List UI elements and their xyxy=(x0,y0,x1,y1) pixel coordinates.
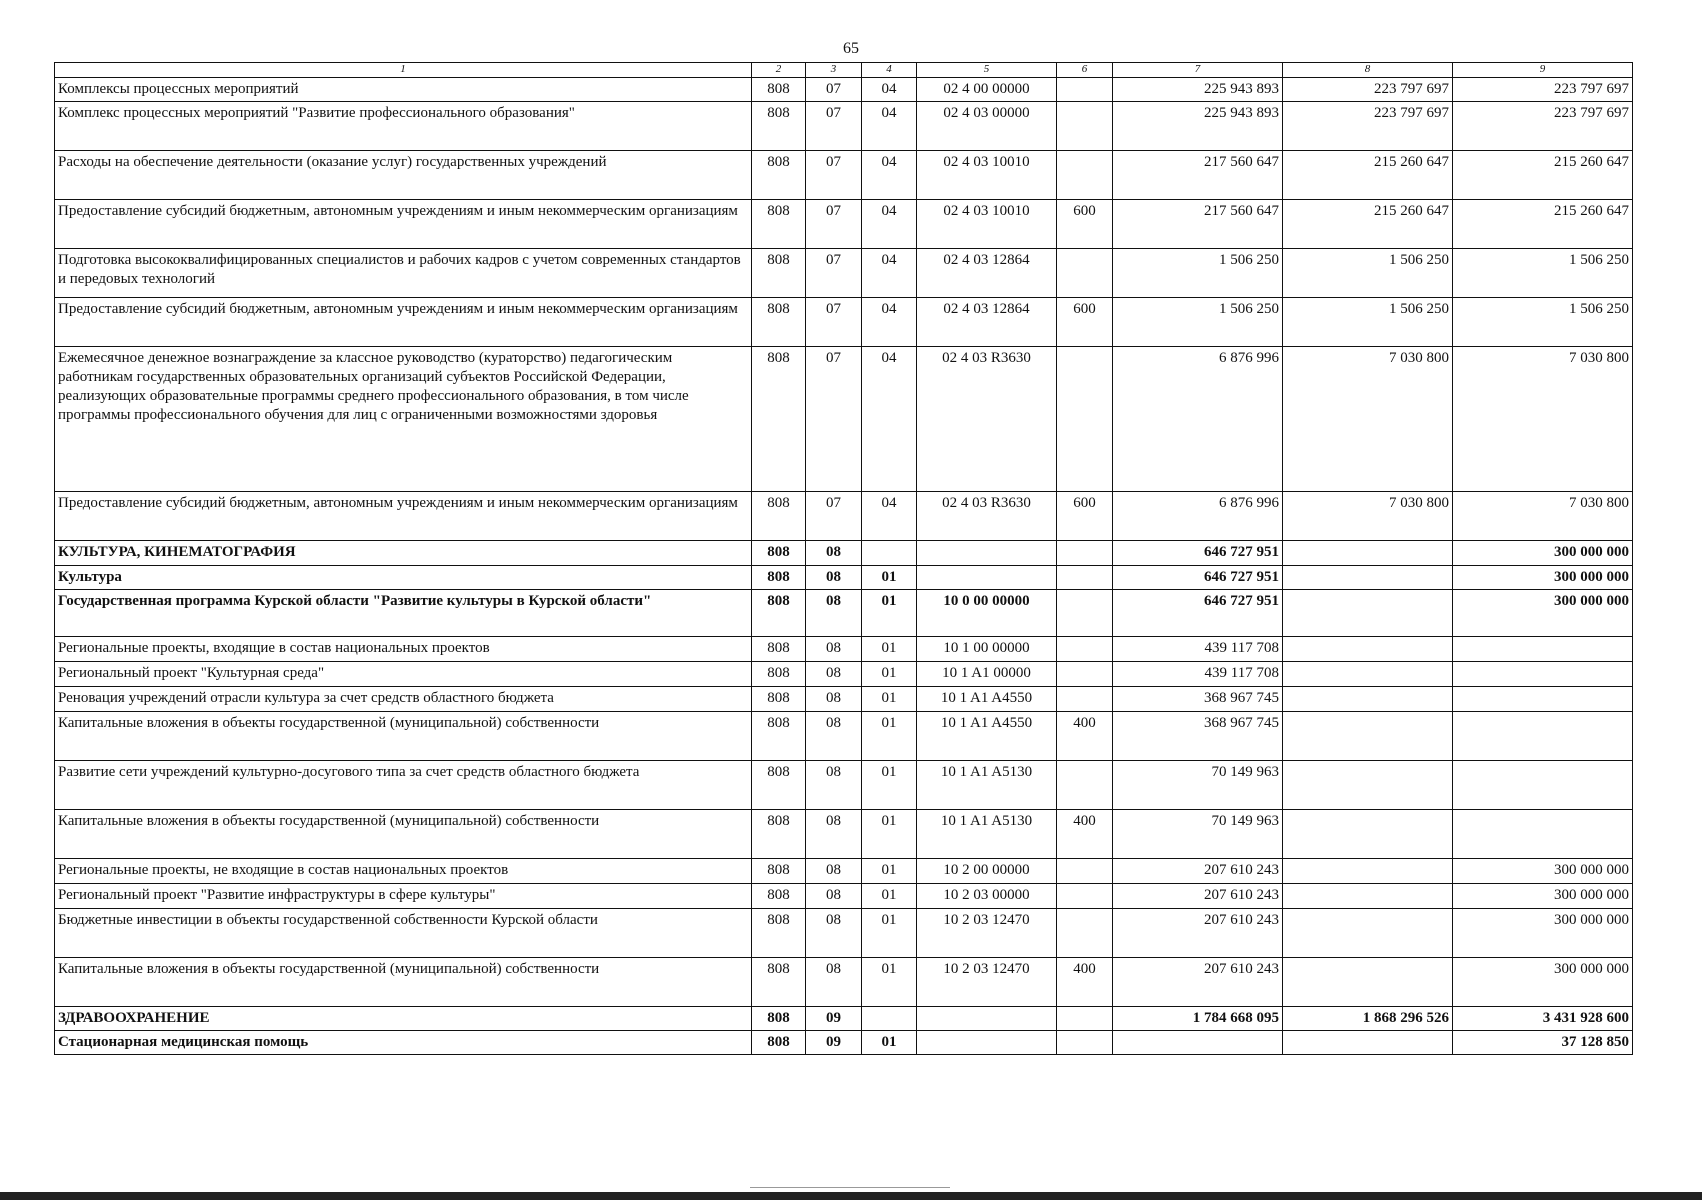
row-amount-col7: 6 876 996 xyxy=(1113,347,1283,492)
row-amount-col7: 6 876 996 xyxy=(1113,492,1283,541)
row-name: Государственная программа Курской области "Развитие культуры в Курской области" xyxy=(55,590,752,637)
row-target-article: 02 4 00 00000 xyxy=(917,78,1057,102)
row-amount-col8 xyxy=(1283,761,1453,810)
row-amount-col8: 1 868 296 526 xyxy=(1283,1007,1453,1031)
row-amount-col9: 7 030 800 xyxy=(1453,492,1633,541)
row-subsection-code: 04 xyxy=(862,151,917,200)
row-subsection-code: 01 xyxy=(862,712,917,761)
row-amount-col7: 225 943 893 xyxy=(1113,78,1283,102)
row-amount-col7: 70 149 963 xyxy=(1113,761,1283,810)
col-header-8: 8 xyxy=(1283,63,1453,78)
row-subsection-code xyxy=(862,541,917,566)
row-amount-col8: 1 506 250 xyxy=(1283,249,1453,298)
row-subsection-code: 04 xyxy=(862,102,917,151)
row-name: Капитальные вложения в объекты государственной (муниципальной) собственности xyxy=(55,810,752,859)
row-amount-col9: 1 506 250 xyxy=(1453,298,1633,347)
row-amount-col8: 1 506 250 xyxy=(1283,298,1453,347)
row-target-article: 02 4 03 10010 xyxy=(917,200,1057,249)
row-amount-col7: 646 727 951 xyxy=(1113,566,1283,590)
col-header-1: 1 xyxy=(55,63,752,78)
row-expense-type xyxy=(1057,151,1113,200)
row-expense-type xyxy=(1057,249,1113,298)
row-amount-col9: 300 000 000 xyxy=(1453,590,1633,637)
row-ministry-code: 808 xyxy=(752,347,806,492)
row-amount-col8: 223 797 697 xyxy=(1283,102,1453,151)
row-amount-col8: 7 030 800 xyxy=(1283,492,1453,541)
row-amount-col7: 439 117 708 xyxy=(1113,637,1283,662)
row-amount-col9: 215 260 647 xyxy=(1453,200,1633,249)
row-expense-type xyxy=(1057,909,1113,958)
row-target-article: 10 2 00 00000 xyxy=(917,859,1057,884)
row-name: Региональный проект "Культурная среда" xyxy=(55,662,752,687)
row-section-code: 07 xyxy=(806,492,862,541)
row-amount-col8 xyxy=(1283,541,1453,566)
row-amount-col9: 1 506 250 xyxy=(1453,249,1633,298)
row-amount-col9: 223 797 697 xyxy=(1453,78,1633,102)
table-row xyxy=(55,1007,1633,1031)
row-amount-col7: 368 967 745 xyxy=(1113,687,1283,712)
row-ministry-code: 808 xyxy=(752,637,806,662)
table-row xyxy=(55,909,1633,958)
row-target-article: 10 1 A1 00000 xyxy=(917,662,1057,687)
row-name: Развитие сети учреждений культурно-досугового типа за счет средств областного бюджета xyxy=(55,761,752,810)
col-header-3: 3 xyxy=(806,63,862,78)
row-section-code: 09 xyxy=(806,1031,862,1055)
row-amount-col7: 1 506 250 xyxy=(1113,298,1283,347)
row-expense-type xyxy=(1057,884,1113,909)
row-section-code: 08 xyxy=(806,958,862,1007)
row-subsection-code: 04 xyxy=(862,78,917,102)
row-expense-type: 400 xyxy=(1057,810,1113,859)
row-amount-col8 xyxy=(1283,958,1453,1007)
row-amount-col8 xyxy=(1283,590,1453,637)
row-name: Стационарная медицинская помощь xyxy=(55,1031,752,1055)
row-subsection-code: 01 xyxy=(862,909,917,958)
col-header-4: 4 xyxy=(862,63,917,78)
row-subsection-code: 01 xyxy=(862,884,917,909)
row-amount-col9: 37 128 850 xyxy=(1453,1031,1633,1055)
table-row xyxy=(55,637,1633,662)
row-name: Ежемесячное денежное вознаграждение за классное руководство (кураторство) педагогическим работникам государственных образовательных организаций субъектов Российской Федерации, реализующих образовательные программы среднего профессионального образования, в том числе программы профессионального обучения для лиц с ограниченными возможностями здоровья xyxy=(55,347,752,492)
table-row xyxy=(55,492,1633,541)
row-amount-col9: 300 000 000 xyxy=(1453,884,1633,909)
row-section-code: 08 xyxy=(806,590,862,637)
row-target-article: 02 4 03 00000 xyxy=(917,102,1057,151)
row-amount-col7: 646 727 951 xyxy=(1113,541,1283,566)
row-target-article: 10 2 03 12470 xyxy=(917,958,1057,1007)
row-amount-col8: 223 797 697 xyxy=(1283,78,1453,102)
row-amount-col8: 7 030 800 xyxy=(1283,347,1453,492)
budget-table xyxy=(54,62,1633,1055)
row-section-code: 07 xyxy=(806,102,862,151)
row-amount-col7: 1 784 668 095 xyxy=(1113,1007,1283,1031)
table-row xyxy=(55,151,1633,200)
row-expense-type xyxy=(1057,687,1113,712)
row-name: ЗДРАВООХРАНЕНИЕ xyxy=(55,1007,752,1031)
row-name: КУЛЬТУРА, КИНЕМАТОГРАФИЯ xyxy=(55,541,752,566)
row-expense-type: 600 xyxy=(1057,298,1113,347)
bottom-scan-edge xyxy=(0,1192,1702,1200)
row-amount-col7: 1 506 250 xyxy=(1113,249,1283,298)
row-amount-col7: 70 149 963 xyxy=(1113,810,1283,859)
row-section-code: 08 xyxy=(806,637,862,662)
row-section-code: 09 xyxy=(806,1007,862,1031)
table-row xyxy=(55,298,1633,347)
row-ministry-code: 808 xyxy=(752,151,806,200)
row-amount-col9: 300 000 000 xyxy=(1453,909,1633,958)
row-amount-col7 xyxy=(1113,1031,1283,1055)
table-row xyxy=(55,541,1633,566)
row-section-code: 07 xyxy=(806,298,862,347)
row-amount-col9: 300 000 000 xyxy=(1453,566,1633,590)
row-expense-type xyxy=(1057,102,1113,151)
row-section-code: 07 xyxy=(806,200,862,249)
row-ministry-code: 808 xyxy=(752,810,806,859)
table-row xyxy=(55,249,1633,298)
row-target-article: 10 1 A1 A4550 xyxy=(917,712,1057,761)
row-amount-col8: 215 260 647 xyxy=(1283,200,1453,249)
row-section-code: 08 xyxy=(806,884,862,909)
row-expense-type xyxy=(1057,78,1113,102)
table-row xyxy=(55,687,1633,712)
table-row xyxy=(55,102,1633,151)
row-section-code: 08 xyxy=(806,566,862,590)
row-ministry-code: 808 xyxy=(752,712,806,761)
row-section-code: 07 xyxy=(806,249,862,298)
row-amount-col9: 223 797 697 xyxy=(1453,102,1633,151)
row-expense-type xyxy=(1057,1031,1113,1055)
row-name: Региональные проекты, не входящие в состав национальных проектов xyxy=(55,859,752,884)
row-ministry-code: 808 xyxy=(752,761,806,810)
row-section-code: 08 xyxy=(806,712,862,761)
row-subsection-code: 04 xyxy=(862,249,917,298)
row-amount-col9: 300 000 000 xyxy=(1453,859,1633,884)
row-expense-type xyxy=(1057,859,1113,884)
row-amount-col8 xyxy=(1283,1031,1453,1055)
row-name: Расходы на обеспечение деятельности (оказание услуг) государственных учреждений xyxy=(55,151,752,200)
row-subsection-code: 01 xyxy=(862,566,917,590)
row-subsection-code: 01 xyxy=(862,1031,917,1055)
row-name: Подготовка высококвалифицированных специалистов и рабочих кадров с учетом современных стандартов и передовых технологий xyxy=(55,249,752,298)
row-subsection-code: 04 xyxy=(862,298,917,347)
row-expense-type xyxy=(1057,347,1113,492)
row-target-article: 10 2 03 12470 xyxy=(917,909,1057,958)
row-amount-col9 xyxy=(1453,687,1633,712)
row-target-article xyxy=(917,1007,1057,1031)
row-section-code: 08 xyxy=(806,761,862,810)
row-expense-type xyxy=(1057,590,1113,637)
row-amount-col8 xyxy=(1283,566,1453,590)
row-name: Культура xyxy=(55,566,752,590)
row-amount-col7: 217 560 647 xyxy=(1113,200,1283,249)
row-amount-col9: 215 260 647 xyxy=(1453,151,1633,200)
row-amount-col7: 207 610 243 xyxy=(1113,958,1283,1007)
row-ministry-code: 808 xyxy=(752,200,806,249)
row-expense-type xyxy=(1057,637,1113,662)
row-amount-col8 xyxy=(1283,884,1453,909)
row-ministry-code: 808 xyxy=(752,102,806,151)
table-row xyxy=(55,200,1633,249)
row-target-article: 10 1 A1 A5130 xyxy=(917,761,1057,810)
row-amount-col7: 225 943 893 xyxy=(1113,102,1283,151)
row-amount-col8 xyxy=(1283,687,1453,712)
table-row xyxy=(55,859,1633,884)
budget-table-body xyxy=(55,78,1633,1055)
row-expense-type xyxy=(1057,541,1113,566)
row-amount-col8 xyxy=(1283,712,1453,761)
row-name: Предоставление субсидий бюджетным, автономным учреждениям и иным некоммерческим организациям xyxy=(55,298,752,347)
row-section-code: 08 xyxy=(806,859,862,884)
row-name: Предоставление субсидий бюджетным, автономным учреждениям и иным некоммерческим организациям xyxy=(55,492,752,541)
row-name: Региональный проект "Развитие инфраструктуры в сфере культуры" xyxy=(55,884,752,909)
row-expense-type xyxy=(1057,1007,1113,1031)
row-target-article: 10 2 03 00000 xyxy=(917,884,1057,909)
row-ministry-code: 808 xyxy=(752,249,806,298)
row-name: Капитальные вложения в объекты государственной (муниципальной) собственности xyxy=(55,958,752,1007)
col-header-5: 5 xyxy=(917,63,1057,78)
row-target-article: 10 1 A1 A5130 xyxy=(917,810,1057,859)
row-subsection-code: 01 xyxy=(862,637,917,662)
row-ministry-code: 808 xyxy=(752,958,806,1007)
row-section-code: 08 xyxy=(806,810,862,859)
row-subsection-code: 01 xyxy=(862,662,917,687)
row-subsection-code: 04 xyxy=(862,347,917,492)
row-name: Комплексы процессных мероприятий xyxy=(55,78,752,102)
table-row xyxy=(55,347,1633,492)
row-subsection-code: 04 xyxy=(862,200,917,249)
row-target-article xyxy=(917,1031,1057,1055)
row-target-article: 10 1 A1 A4550 xyxy=(917,687,1057,712)
row-ministry-code: 808 xyxy=(752,566,806,590)
row-ministry-code: 808 xyxy=(752,909,806,958)
row-target-article: 02 4 03 12864 xyxy=(917,249,1057,298)
row-ministry-code: 808 xyxy=(752,1031,806,1055)
table-row xyxy=(55,761,1633,810)
row-subsection-code: 01 xyxy=(862,761,917,810)
row-amount-col9 xyxy=(1453,637,1633,662)
scan-artifact xyxy=(750,1187,950,1188)
row-target-article: 02 4 03 R3630 xyxy=(917,347,1057,492)
row-name: Капитальные вложения в объекты государственной (муниципальной) собственности xyxy=(55,712,752,761)
row-amount-col8: 215 260 647 xyxy=(1283,151,1453,200)
row-ministry-code: 808 xyxy=(752,662,806,687)
row-subsection-code: 01 xyxy=(862,590,917,637)
row-amount-col9: 7 030 800 xyxy=(1453,347,1633,492)
row-amount-col7: 217 560 647 xyxy=(1113,151,1283,200)
row-name: Бюджетные инвестиции в объекты государственной собственности Курской области xyxy=(55,909,752,958)
row-target-article: 02 4 03 12864 xyxy=(917,298,1057,347)
col-header-6: 6 xyxy=(1057,63,1113,78)
table-row xyxy=(55,810,1633,859)
row-amount-col9: 3 431 928 600 xyxy=(1453,1007,1633,1031)
row-amount-col9 xyxy=(1453,712,1633,761)
row-subsection-code: 01 xyxy=(862,687,917,712)
row-ministry-code: 808 xyxy=(752,541,806,566)
row-amount-col8 xyxy=(1283,909,1453,958)
page-number: 65 xyxy=(843,40,859,57)
table-row xyxy=(55,712,1633,761)
row-amount-col9: 300 000 000 xyxy=(1453,958,1633,1007)
table-row xyxy=(55,590,1633,637)
row-amount-col7: 207 610 243 xyxy=(1113,884,1283,909)
table-row xyxy=(55,78,1633,102)
row-section-code: 07 xyxy=(806,78,862,102)
row-target-article: 02 4 03 R3630 xyxy=(917,492,1057,541)
row-expense-type xyxy=(1057,761,1113,810)
row-amount-col9 xyxy=(1453,810,1633,859)
row-section-code: 07 xyxy=(806,151,862,200)
row-ministry-code: 808 xyxy=(752,687,806,712)
row-ministry-code: 808 xyxy=(752,298,806,347)
row-ministry-code: 808 xyxy=(752,492,806,541)
row-amount-col8 xyxy=(1283,662,1453,687)
row-amount-col7: 207 610 243 xyxy=(1113,909,1283,958)
row-ministry-code: 808 xyxy=(752,884,806,909)
row-expense-type: 400 xyxy=(1057,958,1113,1007)
column-number-row xyxy=(55,63,1633,78)
row-ministry-code: 808 xyxy=(752,1007,806,1031)
row-expense-type xyxy=(1057,566,1113,590)
row-expense-type: 600 xyxy=(1057,492,1113,541)
row-subsection-code: 04 xyxy=(862,492,917,541)
row-amount-col8 xyxy=(1283,637,1453,662)
row-subsection-code xyxy=(862,1007,917,1031)
row-name: Реновация учреждений отрасли культура за счет средств областного бюджета xyxy=(55,687,752,712)
row-section-code: 07 xyxy=(806,347,862,492)
row-amount-col7: 207 610 243 xyxy=(1113,859,1283,884)
row-expense-type xyxy=(1057,662,1113,687)
row-amount-col9 xyxy=(1453,662,1633,687)
row-subsection-code: 01 xyxy=(862,958,917,1007)
row-expense-type: 400 xyxy=(1057,712,1113,761)
row-amount-col7: 368 967 745 xyxy=(1113,712,1283,761)
table-row xyxy=(55,884,1633,909)
row-target-article xyxy=(917,541,1057,566)
row-amount-col7: 439 117 708 xyxy=(1113,662,1283,687)
row-target-article xyxy=(917,566,1057,590)
col-header-2: 2 xyxy=(752,63,806,78)
row-section-code: 08 xyxy=(806,687,862,712)
row-ministry-code: 808 xyxy=(752,78,806,102)
row-name: Предоставление субсидий бюджетным, автономным учреждениям и иным некоммерческим организациям xyxy=(55,200,752,249)
col-header-9: 9 xyxy=(1453,63,1633,78)
row-amount-col8 xyxy=(1283,859,1453,884)
table-row xyxy=(55,1031,1633,1055)
row-amount-col8 xyxy=(1283,810,1453,859)
row-expense-type: 600 xyxy=(1057,200,1113,249)
row-amount-col9 xyxy=(1453,761,1633,810)
table-row xyxy=(55,662,1633,687)
row-ministry-code: 808 xyxy=(752,590,806,637)
row-subsection-code: 01 xyxy=(862,810,917,859)
col-header-7: 7 xyxy=(1113,63,1283,78)
row-target-article: 10 1 00 00000 xyxy=(917,637,1057,662)
row-section-code: 08 xyxy=(806,909,862,958)
row-ministry-code: 808 xyxy=(752,859,806,884)
table-row xyxy=(55,958,1633,1007)
row-name: Региональные проекты, входящие в состав национальных проектов xyxy=(55,637,752,662)
row-target-article: 10 0 00 00000 xyxy=(917,590,1057,637)
row-amount-col7: 646 727 951 xyxy=(1113,590,1283,637)
row-subsection-code: 01 xyxy=(862,859,917,884)
row-section-code: 08 xyxy=(806,662,862,687)
row-amount-col9: 300 000 000 xyxy=(1453,541,1633,566)
row-name: Комплекс процессных мероприятий "Развитие профессионального образования" xyxy=(55,102,752,151)
row-target-article: 02 4 03 10010 xyxy=(917,151,1057,200)
row-section-code: 08 xyxy=(806,541,862,566)
table-row xyxy=(55,566,1633,590)
